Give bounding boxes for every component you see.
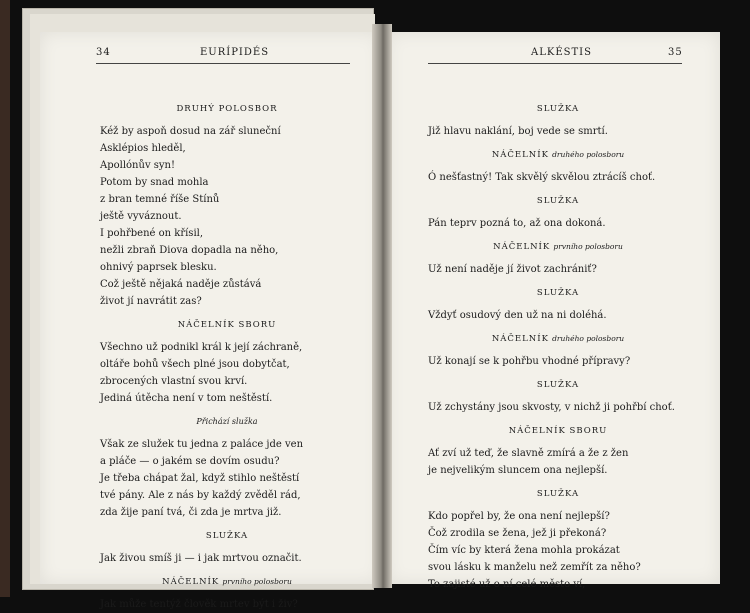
page-number-left: 34 (96, 47, 111, 58)
verse-line: Už není naděje jí život zachrániť? (428, 264, 597, 275)
verse-line: Je třeba chápat žal, když stihlo neštěstí (100, 473, 300, 484)
left-page-text (100, 100, 354, 613)
speaker-label (100, 316, 354, 333)
speaker-name: NÁČELNÍK (493, 242, 551, 252)
speaker-label (428, 376, 688, 393)
verse-line: Potom by snad mohla (100, 177, 209, 188)
verse-line: Ó nešťastný! Tak skvělý skvělou ztrácíš choť. (428, 172, 656, 183)
verse-line: oltáře bohů všech plné jsou dobytčat, (100, 359, 290, 370)
verse-line: zbrocených vlastní svou krví. (100, 376, 248, 387)
speaker-qualifier: prvního polosboru (222, 577, 292, 586)
speaker-label (428, 238, 688, 255)
verse-line: Jak může tentýž člověk mrtev být i živ? (100, 599, 298, 610)
page-number-right: 35 (668, 47, 683, 58)
book-gutter (372, 24, 392, 588)
speaker-label (428, 100, 688, 117)
verse-line: Asklépios hleděl, (100, 143, 186, 154)
verse-line: nežli zbraň Diova dopadla na něho, (100, 245, 279, 256)
speaker-name: SLUŽKA (536, 196, 580, 206)
speaker-name: NÁČELNÍK (491, 150, 549, 160)
verse-line: život jí navrátit zas? (100, 296, 202, 307)
speaker-name: SLUŽKA (536, 104, 580, 114)
verse-line: Vždyť osudový den už na ni doléhá. (428, 310, 607, 321)
speaker-label (428, 146, 688, 163)
verse-line: ohnivý paprsek blesku. (100, 262, 217, 273)
speaker-label (428, 485, 688, 502)
speaker-name: NÁČELNÍK SBORU (508, 426, 608, 436)
speaker-name: NÁČELNÍK (162, 577, 220, 587)
head-rule-right (428, 63, 682, 64)
stage-direction: Přichází služka (196, 417, 258, 426)
verse-line: ještě vyváznout. (100, 211, 182, 222)
verse-line: To zajisté už o ní celé město ví, (428, 579, 586, 590)
speaker-qualifier: druhého polosboru (552, 334, 625, 343)
verse-line: Čož zrodila se žena, jež ji překoná? (428, 528, 607, 539)
verse-line: Jak živou smíš ji — i jak mrtvou označit. (100, 553, 302, 564)
verse-line: a pláče — o jakém se dovím osudu? (100, 456, 280, 467)
verse-line: Pán teprv pozná to, až ona dokoná. (428, 218, 606, 229)
verse-line: Již hlavu naklání, boj vede se smrtí. (428, 126, 608, 137)
verse-line: z bran temné říše Stínů (100, 194, 220, 205)
speaker-name: SLUŽKA (536, 288, 580, 298)
speaker-label (100, 573, 354, 590)
speaker-name: SLUŽKA (536, 380, 580, 390)
verse-line: Už konají se k pohřbu vhodné přípravy? (428, 356, 631, 367)
verse-line: Všechno už podnikl král k její záchraně, (100, 342, 303, 353)
right-page-text (428, 100, 688, 593)
verse-line: Kéž by aspoň dosud na zář sluneční (100, 126, 281, 137)
book-edge (0, 0, 10, 597)
speaker-label (100, 527, 354, 544)
verse-line: Apollónův syn! (100, 160, 176, 171)
speaker-name: DRUHÝ POLOSBOR (176, 104, 278, 114)
speaker-name: SLUŽKA (205, 531, 249, 541)
speaker-label (100, 100, 354, 117)
speaker-label (428, 284, 688, 301)
verse-line: tvé pány. Ale z nás by každý zvěděl rád, (100, 490, 301, 501)
verse-line: je nejvelikým sluncem ona nejlepší. (428, 465, 608, 476)
verse-line: Čím víc by která žena mohla prokázat (428, 545, 620, 556)
speaker-label (428, 330, 688, 347)
speaker-label (428, 422, 688, 439)
speaker-qualifier: druhého polosboru (552, 150, 625, 159)
verse-line: zda žije paní tvá, či zda je mrtva již. (100, 507, 282, 518)
verse-line: Už zchystány jsou skvosty, v nichž ji pohřbí choť. (428, 402, 675, 413)
verse-line: Jediná útěcha není v tom neštěstí. (100, 393, 273, 404)
speaker-name: NÁČELNÍK SBORU (177, 320, 277, 330)
speaker-name: NÁČELNÍK (491, 334, 549, 344)
running-head-left: EURÍPIDÉS (200, 47, 270, 58)
verse-line: Ať zví už teď, že slavně zmírá a že z žen (428, 448, 629, 459)
verse-line: I pohřbené on křísil, (100, 228, 204, 239)
head-rule-left (96, 63, 350, 64)
speaker-name: SLUŽKA (536, 489, 580, 499)
verse-line: Kdo popřel by, že ona není nejlepší? (428, 511, 610, 522)
verse-line: svou lásku k manželu než zemřít za něho? (428, 562, 641, 573)
speaker-qualifier: prvního polosboru (553, 242, 623, 251)
verse-line: Což ještě nějaká naděje zůstává (100, 279, 262, 290)
speaker-label (428, 192, 688, 209)
verse-line: Však ze služek tu jedna z paláce jde ven (100, 439, 304, 450)
running-head-right: ALKÉSTIS (531, 47, 592, 58)
